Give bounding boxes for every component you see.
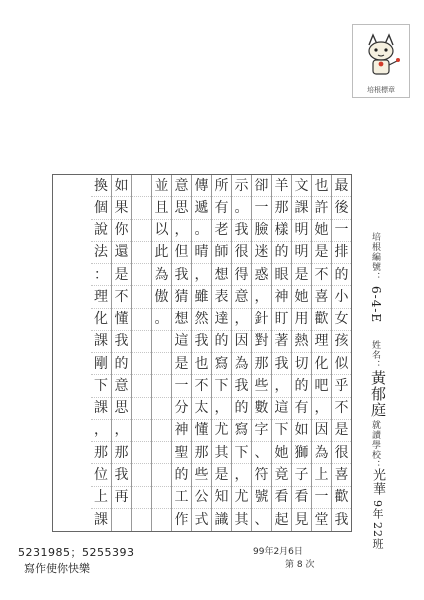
grid-cell: 字 bbox=[252, 420, 271, 442]
grid-cell bbox=[132, 442, 151, 464]
grid-column bbox=[111, 175, 131, 531]
grid-cell: 神 bbox=[272, 286, 291, 308]
grid-cell: 明 bbox=[292, 220, 311, 242]
grid-cell: 那 bbox=[252, 353, 271, 375]
grid-column bbox=[191, 175, 211, 531]
grid-cell: 號 bbox=[252, 487, 271, 509]
grid-column bbox=[251, 175, 271, 531]
grid-cell: 子 bbox=[292, 464, 311, 486]
grid-cell: 的 bbox=[232, 398, 251, 420]
grid-cell bbox=[132, 487, 151, 509]
manuscript-grid bbox=[52, 174, 352, 532]
grid-cell: 有 bbox=[292, 398, 311, 420]
grid-cell: 最 bbox=[332, 175, 351, 197]
grid-cell: 不 bbox=[312, 264, 331, 286]
grid-cell bbox=[152, 442, 171, 464]
grid-cell: 的 bbox=[292, 375, 311, 397]
grid-cell: 、 bbox=[252, 442, 271, 464]
grid-cell bbox=[132, 286, 151, 308]
grid-cell: 獅 bbox=[292, 442, 311, 464]
grid-cell: 這 bbox=[172, 331, 191, 353]
grid-cell: 理 bbox=[312, 331, 331, 353]
grid-cell: 下 bbox=[272, 420, 291, 442]
grid-cell: 一 bbox=[172, 375, 191, 397]
grid-cell: 吧 bbox=[312, 375, 331, 397]
grid-cell: 很 bbox=[332, 442, 351, 464]
grid-cell: 用 bbox=[292, 309, 311, 331]
grid-cell: 迷 bbox=[252, 242, 271, 264]
grid-cell: ， bbox=[112, 420, 131, 442]
grid-cell: 的 bbox=[272, 242, 291, 264]
grid-cell: 乎 bbox=[332, 375, 351, 397]
grid-cell: 雖 bbox=[192, 286, 211, 308]
grid-cell bbox=[132, 175, 151, 197]
grid-cell: 。 bbox=[152, 309, 171, 331]
contact-numbers: 5231985；5255393 bbox=[18, 546, 135, 559]
grid-cell: 她 bbox=[312, 220, 331, 242]
grid-cell: 。 bbox=[192, 220, 211, 242]
grid-cell: 達 bbox=[212, 309, 231, 331]
grid-cell: 針 bbox=[252, 309, 271, 331]
grid-cell: 傲 bbox=[152, 286, 171, 308]
grid-cell: 尤 bbox=[232, 487, 251, 509]
grid-cell: 眼 bbox=[272, 264, 291, 286]
grid-cell: 其 bbox=[212, 442, 231, 464]
grid-cell: 看 bbox=[272, 487, 291, 509]
grid-cell: 竟 bbox=[272, 464, 291, 486]
grid-cell: 一 bbox=[252, 197, 271, 219]
grid-cell: 一 bbox=[332, 220, 351, 242]
grid-cell: ， bbox=[192, 264, 211, 286]
grid-cell: 尤 bbox=[212, 420, 231, 442]
grid-cell: ： bbox=[91, 264, 111, 286]
grid-cell: 有 bbox=[212, 197, 231, 219]
grid-column bbox=[171, 175, 191, 531]
grid-cell: 晴 bbox=[192, 242, 211, 264]
grid-cell: 其 bbox=[234, 511, 249, 528]
grid-cell: 作 bbox=[174, 511, 189, 528]
grid-cell: 也 bbox=[312, 175, 331, 197]
grid-cell: 的 bbox=[332, 264, 351, 286]
grid-cell: 然 bbox=[192, 309, 211, 331]
grid-cell: 化 bbox=[312, 353, 331, 375]
grid-cell bbox=[132, 398, 151, 420]
grid-cell: 意 bbox=[232, 286, 251, 308]
grid-cell: 這 bbox=[272, 398, 291, 420]
grid-cell: 知 bbox=[212, 487, 231, 509]
grid-cell: 盯 bbox=[272, 309, 291, 331]
grid-cell: 課 bbox=[292, 197, 311, 219]
grid-cell bbox=[132, 197, 151, 219]
grid-cell bbox=[132, 375, 151, 397]
grid-cell: 很 bbox=[232, 242, 251, 264]
grid-cell: 猜 bbox=[172, 286, 191, 308]
school-label: 就讀學校： bbox=[370, 420, 380, 470]
grid-cell bbox=[152, 331, 171, 353]
grid-cell: 不 bbox=[332, 398, 351, 420]
grid-cell: 明 bbox=[292, 242, 311, 264]
grid-cell bbox=[132, 220, 151, 242]
grid-cell: 那 bbox=[192, 442, 211, 464]
grid-cell: 我 bbox=[192, 331, 211, 353]
grid-cell: 我 bbox=[172, 264, 191, 286]
grid-cell: 想 bbox=[172, 309, 191, 331]
grid-cell: ， bbox=[252, 286, 271, 308]
grid-cell: 著 bbox=[272, 331, 291, 353]
grid-cell: 意 bbox=[172, 175, 191, 197]
grid-cell: 、 bbox=[254, 511, 269, 528]
grid-cell bbox=[132, 420, 151, 442]
grid-cell: 數 bbox=[252, 398, 271, 420]
grid-cell: 的 bbox=[212, 331, 231, 353]
grid-cell: 羊 bbox=[272, 175, 291, 197]
logo-caption: 培根標章 bbox=[367, 86, 395, 94]
grid-cell: 那 bbox=[91, 442, 111, 464]
grid-column bbox=[291, 175, 311, 531]
grid-cell: 如 bbox=[112, 175, 131, 197]
grid-cell: ， bbox=[212, 398, 231, 420]
grid-cell: 我 bbox=[232, 220, 251, 242]
grid-cell: ， bbox=[172, 220, 191, 242]
slogan: 寫作使你快樂 bbox=[24, 562, 90, 575]
grid-cell: 說 bbox=[91, 220, 111, 242]
school-value: 光華 bbox=[370, 468, 385, 496]
grid-cell: 老 bbox=[212, 220, 231, 242]
submission-date: 99年2月6日 bbox=[253, 547, 303, 557]
grid-cell bbox=[132, 353, 151, 375]
grid-cell: 文 bbox=[292, 175, 311, 197]
grid-cell bbox=[152, 398, 171, 420]
grid-cell: 是 bbox=[332, 420, 351, 442]
grid-cell: 換 bbox=[91, 175, 111, 197]
grid-cell: 她 bbox=[272, 442, 291, 464]
grid-cell: 工 bbox=[172, 487, 191, 509]
grid-cell: 遞 bbox=[192, 197, 211, 219]
name-label: 姓名： bbox=[370, 340, 380, 370]
grid-cell: 是 bbox=[292, 264, 311, 286]
grid-cell: 熱 bbox=[292, 331, 311, 353]
grid-cell: 似 bbox=[332, 353, 351, 375]
grid-cell: 我 bbox=[334, 511, 349, 528]
grid-cell: 法 bbox=[91, 242, 111, 264]
grid-cell: 也 bbox=[192, 353, 211, 375]
grid-cell: 如 bbox=[292, 420, 311, 442]
grid-cell bbox=[132, 464, 151, 486]
grade-value: 9年 bbox=[371, 500, 384, 520]
name-value: 黃郁庭 bbox=[369, 370, 387, 418]
grid-cell: 的 bbox=[112, 353, 131, 375]
grid-cell bbox=[152, 353, 171, 375]
grid-cell: 上 bbox=[91, 487, 111, 509]
cat-mascot-icon bbox=[361, 31, 401, 79]
grid-cell: 孩 bbox=[332, 331, 351, 353]
grid-cell: 我 bbox=[272, 353, 291, 375]
grid-cell: 我 bbox=[232, 375, 251, 397]
grid-cell: 寫 bbox=[212, 353, 231, 375]
grid-cell: 懂 bbox=[112, 309, 131, 331]
grid-cell: 後 bbox=[332, 197, 351, 219]
grid-cell: 神 bbox=[172, 420, 191, 442]
grid-cell: 以 bbox=[152, 220, 171, 242]
grid-cell: 那 bbox=[112, 442, 131, 464]
code-value: 6-4-E bbox=[369, 286, 383, 324]
grid-cell: 。 bbox=[232, 197, 251, 219]
grid-cell: 惑 bbox=[252, 264, 271, 286]
grid-cell: ， bbox=[272, 375, 291, 397]
grid-cell: 但 bbox=[172, 242, 191, 264]
page-number: 第 8 次 bbox=[285, 560, 315, 570]
grid-cell: 不 bbox=[192, 375, 211, 397]
grid-cell: 臉 bbox=[252, 220, 271, 242]
grid-cell: 課 bbox=[91, 398, 111, 420]
grid-cell: 她 bbox=[292, 286, 311, 308]
grid-cell: 並 bbox=[152, 175, 171, 197]
grid-cell: 我 bbox=[112, 331, 131, 353]
grid-cell: 分 bbox=[172, 398, 191, 420]
grid-cell: 聖 bbox=[172, 442, 191, 464]
grid-cell: 下 bbox=[91, 375, 111, 397]
grid-cell: 見 bbox=[294, 511, 309, 528]
grid-cell: 你 bbox=[112, 220, 131, 242]
grid-cell: 為 bbox=[232, 353, 251, 375]
grid-cell bbox=[132, 331, 151, 353]
grid-column bbox=[271, 175, 291, 531]
grid-column bbox=[311, 175, 331, 531]
grid-cell: 傳 bbox=[192, 175, 211, 197]
grid-cell: ， bbox=[312, 398, 331, 420]
grid-cell: 符 bbox=[252, 464, 271, 486]
grid-cell: 寫 bbox=[232, 420, 251, 442]
grid-cell: 下 bbox=[212, 375, 231, 397]
grid-cell: 不 bbox=[112, 286, 131, 308]
grid-cell: 課 bbox=[94, 511, 108, 528]
grid-cell: 太 bbox=[192, 398, 211, 420]
grid-cell: 表 bbox=[212, 286, 231, 308]
grid-cell: 那 bbox=[272, 197, 291, 219]
grid-column bbox=[91, 175, 111, 531]
grid-cell: 喜 bbox=[312, 286, 331, 308]
grid-column bbox=[231, 175, 251, 531]
grid-cell: 歡 bbox=[312, 309, 331, 331]
grid-cell: 為 bbox=[152, 264, 171, 286]
grid-cell: 意 bbox=[112, 375, 131, 397]
grid-cell: 理 bbox=[91, 286, 111, 308]
class-value: 22班 bbox=[371, 522, 384, 550]
grid-cell: 堂 bbox=[314, 511, 329, 528]
grid-cell: 因 bbox=[232, 331, 251, 353]
grid-cell: 果 bbox=[112, 197, 131, 219]
grid-cell: 許 bbox=[312, 197, 331, 219]
grid-cell: 想 bbox=[212, 264, 231, 286]
grid-cell: 公 bbox=[192, 487, 211, 509]
grid-column bbox=[151, 175, 171, 531]
grid-cell: 是 bbox=[172, 353, 191, 375]
grid-cell bbox=[152, 420, 171, 442]
grid-cell bbox=[152, 487, 171, 509]
grid-cell: ， bbox=[91, 420, 111, 442]
grid-cell bbox=[152, 464, 171, 486]
grid-cell: 得 bbox=[232, 264, 251, 286]
grid-cell: 切 bbox=[292, 353, 311, 375]
grid-cell: 小 bbox=[332, 286, 351, 308]
grid-column bbox=[131, 175, 151, 531]
grid-cell: 下 bbox=[232, 442, 251, 464]
grid-cell: 的 bbox=[172, 464, 191, 486]
grid-cell bbox=[152, 509, 171, 531]
grid-cell: 些 bbox=[252, 375, 271, 397]
grid-cell bbox=[132, 509, 151, 531]
grid-cell: 對 bbox=[252, 331, 271, 353]
grid-cell: 喜 bbox=[332, 464, 351, 486]
grid-cell: 位 bbox=[91, 464, 111, 486]
grid-cell: 一 bbox=[312, 487, 331, 509]
grid-cell: 卻 bbox=[252, 175, 271, 197]
grid-cell: ， bbox=[232, 464, 251, 486]
grid-cell: 是 bbox=[112, 264, 131, 286]
grid-cell: 師 bbox=[212, 242, 231, 264]
grid-cell: 再 bbox=[112, 487, 131, 509]
grid-cell: 些 bbox=[192, 464, 211, 486]
grid-cell: 識 bbox=[214, 511, 229, 528]
grid-cell: 剛 bbox=[91, 353, 111, 375]
grid-cell: 思 bbox=[172, 197, 191, 219]
grid-cell: 課 bbox=[91, 331, 111, 353]
grid-cell: 起 bbox=[274, 511, 289, 528]
grid-cell: 女 bbox=[332, 309, 351, 331]
grid-cell: 是 bbox=[212, 464, 231, 486]
grid-cell: 化 bbox=[91, 309, 111, 331]
grid-cell: 思 bbox=[112, 398, 131, 420]
grid-cell: 看 bbox=[292, 487, 311, 509]
grid-cell: 此 bbox=[152, 242, 171, 264]
grid-cell: 個 bbox=[91, 197, 111, 219]
grid-cell: 因 bbox=[312, 420, 331, 442]
grid-cell: 上 bbox=[312, 464, 331, 486]
logo-badge bbox=[352, 24, 410, 98]
grid-cell: 我 bbox=[112, 464, 131, 486]
grid-cell bbox=[132, 309, 151, 331]
grid-cell: 所 bbox=[212, 175, 231, 197]
grid-cell: 還 bbox=[112, 242, 131, 264]
grid-cell: 為 bbox=[312, 442, 331, 464]
grid-cell: 式 bbox=[194, 511, 209, 528]
grid-cell bbox=[152, 375, 171, 397]
grid-cell: 是 bbox=[312, 242, 331, 264]
grid-cell bbox=[132, 264, 151, 286]
grid-cell bbox=[112, 509, 131, 531]
grid-cell: 示 bbox=[232, 175, 251, 197]
grid-cell: 且 bbox=[152, 197, 171, 219]
grid-cell: 樣 bbox=[272, 220, 291, 242]
grid-cell bbox=[132, 242, 151, 264]
grid-cell: 排 bbox=[332, 242, 351, 264]
grid-cell: 懂 bbox=[192, 420, 211, 442]
grid-cell: 歡 bbox=[332, 487, 351, 509]
grid-cell: ， bbox=[232, 309, 251, 331]
grid-column bbox=[211, 175, 231, 531]
grid-column bbox=[331, 175, 351, 531]
code-label: 培根編號： bbox=[370, 232, 380, 282]
